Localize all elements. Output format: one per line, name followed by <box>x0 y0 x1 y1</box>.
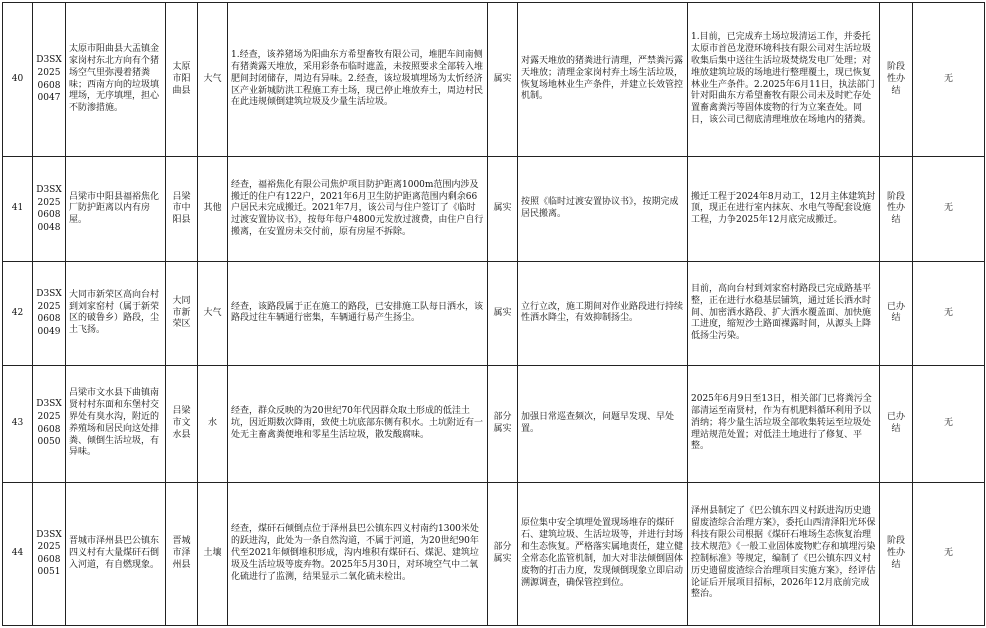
investigation-findings: 经查，福裕焦化有限公司焦炉项目防护距离1000m范围内涉及搬迁的住户有122户，2021年6月卫生防护距离范围内剩余66户居民未完成搬迁。2021年7月，该公司与住户签订了《临时过渡安置协议书》，按每年每户4800元发放过渡费，由住户自行搬离，在安置房未交付前，原有房屋不拆除。 <box>228 157 488 262</box>
rectification-measures: 原位集中安全填埋处置现场堆存的煤矸石、建筑垃圾、生活垃圾等，并进行封场和生态恢复。严格落实属地责任，建立健全常态化监管机制，加大对非法倾倒固体废物的打击力度，发现倾倒现象立即启动溯源调查，确保管控到位。 <box>518 482 688 625</box>
table-row <box>3 365 985 482</box>
complaint-description: 吕梁市文水县下曲镇南贤村村东面和东堡村交界处有臭水沟，附近的养殖场和居民向这处排粪、倾倒生活垃圾，有异味。 <box>66 365 166 482</box>
accountability: 无 <box>913 482 985 625</box>
rectification-measures: 按照《临时过渡安置协议书》，按期完成居民搬离。 <box>518 157 688 262</box>
status: 已办结 <box>880 365 913 482</box>
investigation-findings: 经查，该路段属于正在施工的路段，已安排施工队每日洒水，该路段过往车辆通行密集，车辆通行易产生扬尘。 <box>228 262 488 365</box>
case-code: D3SX202506080047 <box>33 3 66 157</box>
row-number: 40 <box>3 3 33 157</box>
pollution-type: 水 <box>198 365 228 482</box>
table-row <box>3 482 985 625</box>
progress: 目前，高向台村到刘家窑村路段已完成路基平整，正在进行水稳基层铺筑，通过延长洒水时间、加密洒水路段、扩大洒水覆盖面、加快施工进度，缩短沙土路面裸露时间，从源头上降低扬尘污染。 <box>688 262 880 365</box>
verdict: 部分属实 <box>488 482 518 625</box>
pollution-type: 大气 <box>198 3 228 157</box>
table-row <box>3 262 985 365</box>
location: 大同市新荣区 <box>166 262 198 365</box>
investigation-findings: 经查，群众反映的为20世纪70年代因群众取土形成的低洼土坑，因近期数次降雨，致使土坑底部东侧有积水。土坑附近有一处无主畜禽粪便堆和零星生活垃圾，散发酸腐味。 <box>228 365 488 482</box>
verdict: 属实 <box>488 262 518 365</box>
accountability: 无 <box>913 262 985 365</box>
investigation-findings: 经查，煤矸石倾倒点位于泽州县巴公镇东四义村南约1300米处的跃进沟，此处为一条自然沟道，不属于河道，为20世纪90年代至2021年倾倒堆积形成，沟内堆积有煤矸石、煤泥、建筑垃圾及生活垃圾等废弃物。2025年5月30日，对环境空气中二氧化硫进行了监测，结果显示二氧化硫未检出。 <box>228 482 488 625</box>
rectification-measures: 加强日常巡查频次，问题早发现、早处置。 <box>518 365 688 482</box>
rectification-measures: 立行立改，施工期间对作业路段进行持续性洒水降尘，有效抑制扬尘。 <box>518 262 688 365</box>
table-row <box>3 3 985 157</box>
row-number: 44 <box>3 482 33 625</box>
table-row <box>3 157 985 262</box>
row-number: 43 <box>3 365 33 482</box>
status: 阶段性办结 <box>880 157 913 262</box>
verdict: 部分属实 <box>488 365 518 482</box>
case-code: D3SX202506080051 <box>33 482 66 625</box>
pollution-type: 大气 <box>198 262 228 365</box>
accountability: 无 <box>913 3 985 157</box>
accountability: 无 <box>913 157 985 262</box>
location: 吕梁市中阳县 <box>166 157 198 262</box>
accountability: 无 <box>913 365 985 482</box>
location: 吕梁市文水县 <box>166 365 198 482</box>
status: 阶段性办结 <box>880 482 913 625</box>
case-code: D3SX202506080048 <box>33 157 66 262</box>
rectification-measures: 对露天堆放的猪粪进行清理，严禁粪污露天堆放；清理金家岗村弃土场生活垃圾，恢复场地林业生产条件，并建立长效管控机制。 <box>518 3 688 157</box>
complaint-description: 晋城市泽州县巴公镇东四义村有大量煤矸石倒入河道，有自燃现象。 <box>66 482 166 625</box>
pollution-type: 其他 <box>198 157 228 262</box>
case-code: D3SX202506080050 <box>33 365 66 482</box>
pollution-type: 土壤 <box>198 482 228 625</box>
case-code: D3SX202506080049 <box>33 262 66 365</box>
row-number: 42 <box>3 262 33 365</box>
progress: 搬迁工程于2024年8月动工，12月主体建筑封顶，现正在进行室内抹灰、水电气等配套设施工程，力争2025年12月底完成搬迁。 <box>688 157 880 262</box>
location: 太原市阳曲县 <box>166 3 198 157</box>
investigation-findings: 1.经查，该养猪场为阳曲东方希望畜牧有限公司，堆肥车间南侧有猪粪露天堆放，采用彩条布临时遮盖，未按照要求全部转入堆肥间封闭储存，周边有异味。2.经查，该垃圾填埋场为太忻经济区产业新城防洪工程施工弃土场，现已停止堆放弃土，周边村民在此违规倾倒建筑垃圾及少量生活垃圾。 <box>228 3 488 157</box>
progress: 泽州县制定了《巴公镇东四义村跃进沟历史遗留废渣综合治理方案》，委托山西清泽阳光环保科技有限公司根据《煤矸石堆场生态恢复治理技术规范》《一般工业固体废物贮存和填埋污染控制标准》等规定，编制了《巴公镇东四义村历史遗留废渣综合治理项目实施方案》，经评估论证后开展项目招标，2026年12月底前完成整治。 <box>688 482 880 625</box>
status: 阶段性办结 <box>880 3 913 157</box>
verdict: 属实 <box>488 157 518 262</box>
progress: 1.目前，已完成弃土场垃圾清运工作，并委托太原市首邑龙澄环境科技有限公司对生活垃圾收集后集中送往生活垃圾焚烧发电厂处理；对堆放建筑垃圾的场地进行整理覆土，现已恢复林业生产条件。2.2025年6月11日，执法部门针对阳曲东方希望畜牧有限公司未及时贮存处置畜禽粪污等固体废物的行为立案查处。同日，该公司已彻底清理堆放在场地内的猪粪。 <box>688 3 880 157</box>
location: 晋城市泽州县 <box>166 482 198 625</box>
complaint-description: 大同市新荣区高向台村到刘家窑村（属于新荣区的破鲁乡）路段，尘土飞扬。 <box>66 262 166 365</box>
progress: 2025年6月9日至13日，相关部门已将粪污全部清运至南贤村，作为有机肥料循环利用予以消纳；将少量生活垃圾全部收集转运至垃圾处理站规范处置；对低洼土地进行了修复、平整。 <box>688 365 880 482</box>
status: 已办结 <box>880 262 913 365</box>
row-number: 41 <box>3 157 33 262</box>
complaint-description: 吕梁市中阳县福裕焦化厂防护距离以内有房屋。 <box>66 157 166 262</box>
verdict: 属实 <box>488 3 518 157</box>
complaint-description: 太原市阳曲县大盂镇金家岗村东北方向有个猪场空气里弥漫着猪粪味；西南方向的垃圾填埋场，无序填埋，担心不防渗措施。 <box>66 3 166 157</box>
complaint-table <box>2 2 985 626</box>
